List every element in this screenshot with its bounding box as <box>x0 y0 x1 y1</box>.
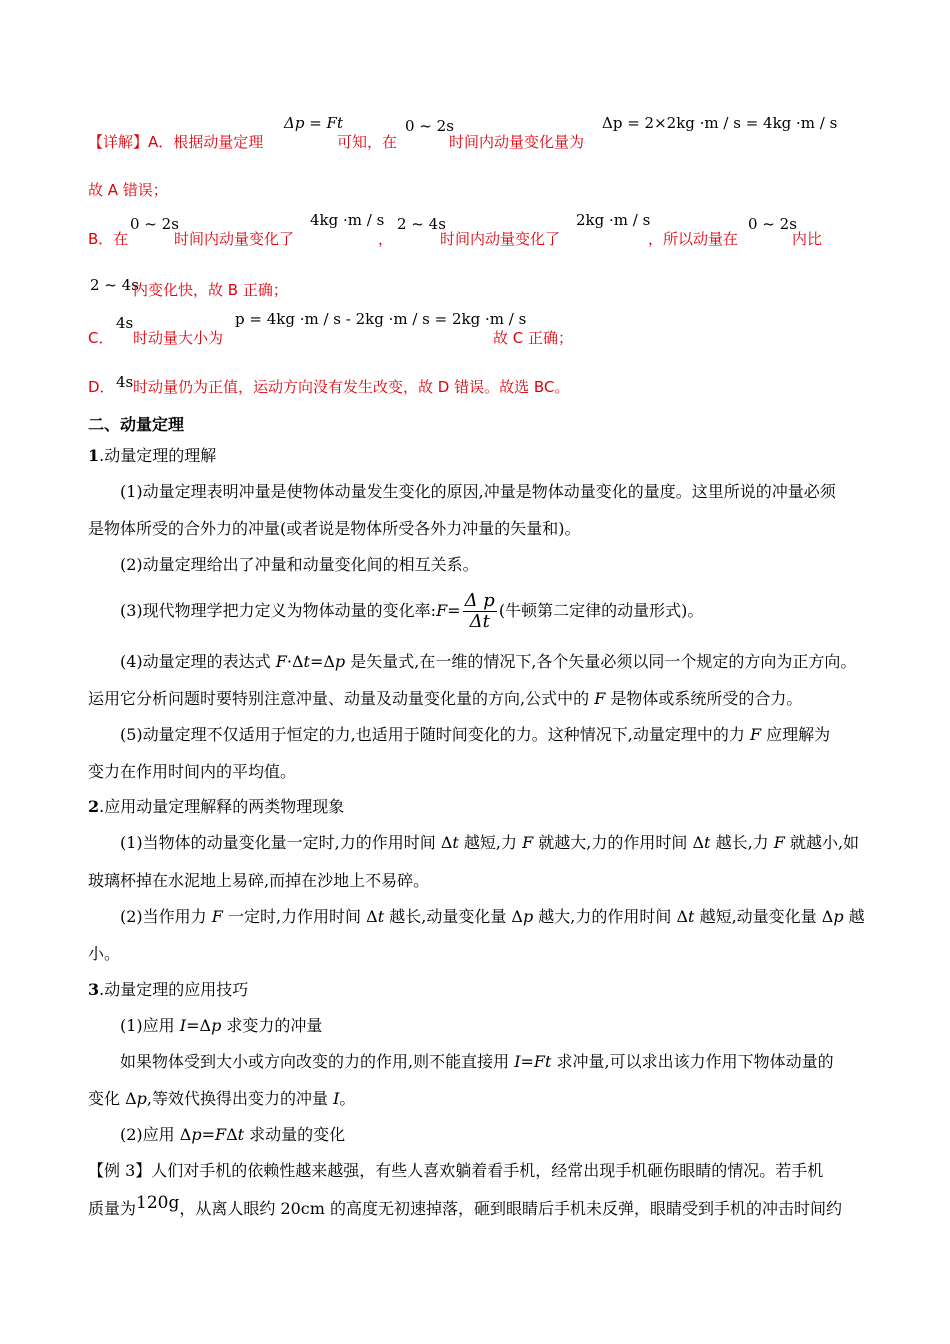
text: 。 <box>339 1089 356 1108</box>
var: p <box>833 907 844 926</box>
formula: 4kg ·m / s <box>310 211 385 229</box>
detail-text: 时间内动量变化量为 <box>449 133 585 151</box>
formula: 2 ~ 4s <box>90 276 139 294</box>
text: 越长,力 <box>710 833 774 852</box>
detail-text: D． <box>88 378 115 396</box>
text: 越大,力的作用时间 Δ <box>533 907 689 926</box>
var: t <box>688 907 695 926</box>
detail-text: ，所以动量在 <box>648 230 739 248</box>
text: 应理解为 <box>761 725 831 744</box>
text: 就越大,力的作用时间 Δ <box>533 833 705 852</box>
text: 求动量的变化 <box>244 1125 346 1144</box>
text: 如果物体受到大小或方向改变的力的作用,则不能直接用 <box>120 1052 515 1071</box>
detail-text: 时动量仍为正值，运动方向没有发生改变，故 D 错误。故选 BC。 <box>133 378 570 396</box>
text: 求变力的冲量 <box>221 1016 323 1035</box>
formula: 120g <box>136 1193 180 1213</box>
var: t <box>704 833 711 852</box>
detail-text: ， <box>378 230 394 248</box>
paragraph: (2)动量定理给出了冲量和动量变化间的相互关系。 <box>120 555 479 574</box>
formula: 2kg ·m / s <box>576 211 651 229</box>
text: (5)动量定理不仅适用于恒定的力,也适用于随时间变化的力。这种情况下,动量定理中的力 <box>120 725 750 744</box>
formula: 0 ~ 2s <box>130 215 179 233</box>
text: ·Δ <box>286 652 304 671</box>
paragraph: 变力在作用时间内的平均值。 <box>88 762 297 781</box>
fraction-numerator: Δ p <box>464 590 495 611</box>
paragraph <box>120 652 856 672</box>
var: F <box>773 833 785 852</box>
text: = <box>520 1052 534 1071</box>
text: 求冲量,可以求出该力作用下物体动量的 <box>551 1052 834 1071</box>
text: =Δ <box>186 1016 212 1035</box>
detail-text: 故 C 正确； <box>493 329 574 347</box>
paragraph <box>120 1052 834 1072</box>
var: F <box>749 725 762 744</box>
paragraph <box>120 1016 322 1036</box>
detail-text: 故 A 错误； <box>88 181 168 199</box>
text: ，从离人眼约 20cm 的高度无初速掉落，砸到眼睛后手机未反弹，眼睛受到手机的冲击时间约 <box>179 1199 843 1218</box>
example-3-text <box>88 1193 843 1219</box>
detail-text: 可知，在 <box>337 133 398 151</box>
subsection-title: .动量定理的理解 <box>99 446 217 465</box>
text: Δ <box>226 1125 238 1144</box>
formula: Δp = Ft <box>284 114 343 132</box>
section-heading: 二、动量定理 <box>88 415 185 434</box>
var: t <box>452 833 459 852</box>
text: (3)现代物理学把力定义为物体动量的变化率: <box>120 601 437 620</box>
text: (2)应用 Δ <box>120 1125 192 1144</box>
formula: p = 4kg ·m / s - 2kg ·m / s = 2kg ·m / s <box>235 310 527 328</box>
text: 就越小,如 <box>784 833 860 852</box>
paragraph: 小。 <box>88 944 121 963</box>
subsection-title: .动量定理的应用技巧 <box>99 980 249 999</box>
var: F <box>275 652 287 671</box>
var: I <box>333 1089 340 1108</box>
text: (1)应用 <box>120 1016 180 1035</box>
var: F <box>214 1125 227 1144</box>
detail-text: B．在 <box>88 230 129 248</box>
paragraph-formula <box>120 591 703 632</box>
formula: 2 ~ 4s <box>397 215 446 233</box>
subsection-3-heading <box>88 980 248 1000</box>
text: = <box>201 1125 215 1144</box>
var: I <box>179 1016 187 1035</box>
var: F <box>436 601 448 620</box>
text: (牛顿第二定律的动量形式)。 <box>498 601 704 620</box>
text: (2)当作用力 <box>120 907 212 926</box>
var: p <box>191 1125 202 1144</box>
var: p <box>522 907 534 926</box>
var: F <box>211 907 223 926</box>
text: = <box>447 601 461 620</box>
text: 越短,动量变化量 Δ <box>694 907 834 926</box>
text: 质量为 <box>88 1199 137 1218</box>
fraction <box>463 591 497 632</box>
subsection-number: 2 <box>88 797 100 816</box>
detail-text: C． <box>88 329 114 347</box>
paragraph <box>120 1125 345 1145</box>
var: I <box>514 1052 521 1071</box>
text: 变化 Δ <box>88 1089 137 1108</box>
var: p <box>211 1016 222 1035</box>
var: t <box>303 652 310 671</box>
var: t <box>377 907 385 926</box>
detail-text: 时动量大小为 <box>133 329 224 347</box>
text: 是物体或系统所受的合力。 <box>605 689 803 708</box>
subsection-number: 1 <box>88 446 100 465</box>
text: 越长,动量变化量 Δ <box>384 907 523 926</box>
paragraph <box>88 1089 355 1109</box>
text: (4)动量定理的表达式 <box>120 652 276 671</box>
formula: Δp = 2×2kg ·m / s = 4kg ·m / s <box>602 114 838 132</box>
text: 运用它分析问题时要特别注意冲量、动量及动量变化量的方向,公式中的 <box>88 689 595 708</box>
paragraph: (1)动量定理表明冲量是使物体动量发生变化的原因,冲量是物体动量变化的量度。这里所说的冲量必须 <box>120 482 836 501</box>
text: (1)当物体的动量变化量一定时,力的作用时间 Δ <box>120 833 453 852</box>
paragraph <box>120 725 830 745</box>
formula: 0 ~ 2s <box>748 215 797 233</box>
var: p <box>334 652 346 671</box>
text: =Δ <box>309 652 335 671</box>
text: 越 <box>843 907 865 926</box>
detail-text: 时间内动量变化了 <box>440 230 561 248</box>
subsection-title: .应用动量定理解释的两类物理现象 <box>99 797 345 816</box>
var: F <box>522 833 534 852</box>
detail-text: 内比 <box>792 230 823 248</box>
detail-text: 内变化快，故 B 正确； <box>133 281 288 299</box>
formula: 0 ~ 2s <box>405 117 454 135</box>
text: 一定时,力作用时间 Δ <box>222 907 378 926</box>
paragraph <box>88 689 802 709</box>
example-3-text: 【例 3】人们对手机的依赖性越来越强，有些人喜欢躺着看手机，经常出现手机砸伤眼睛的情况。若手机 <box>88 1161 824 1180</box>
paragraph: 是物体所受的合外力的冲量(或者说是物体所受各外力冲量的矢量和)。 <box>88 519 581 538</box>
var: p <box>136 1089 147 1108</box>
subsection-number: 3 <box>88 980 100 999</box>
paragraph <box>120 833 859 853</box>
subsection-1-heading <box>88 446 216 466</box>
var: t <box>237 1125 245 1144</box>
formula: 4s <box>116 373 134 391</box>
formula: 4s <box>116 314 134 332</box>
paragraph <box>120 907 865 927</box>
var: Ft <box>533 1052 552 1071</box>
text: ,等效代换得出变力的冲量 <box>146 1089 334 1108</box>
text: 越短,力 <box>458 833 523 852</box>
detail-text: 【详解】A．根据动量定理 <box>88 133 264 151</box>
paragraph: 玻璃杯掉在水泥地上易碎,而掉在沙地上不易碎。 <box>88 871 430 890</box>
text: 是矢量式,在一维的情况下,各个矢量必须以同一个规定的方向为正方向。 <box>345 652 857 671</box>
subsection-2-heading <box>88 797 344 817</box>
fraction-denominator: Δt <box>469 611 490 632</box>
var: F <box>594 689 606 708</box>
detail-text: 时间内动量变化了 <box>174 230 295 248</box>
